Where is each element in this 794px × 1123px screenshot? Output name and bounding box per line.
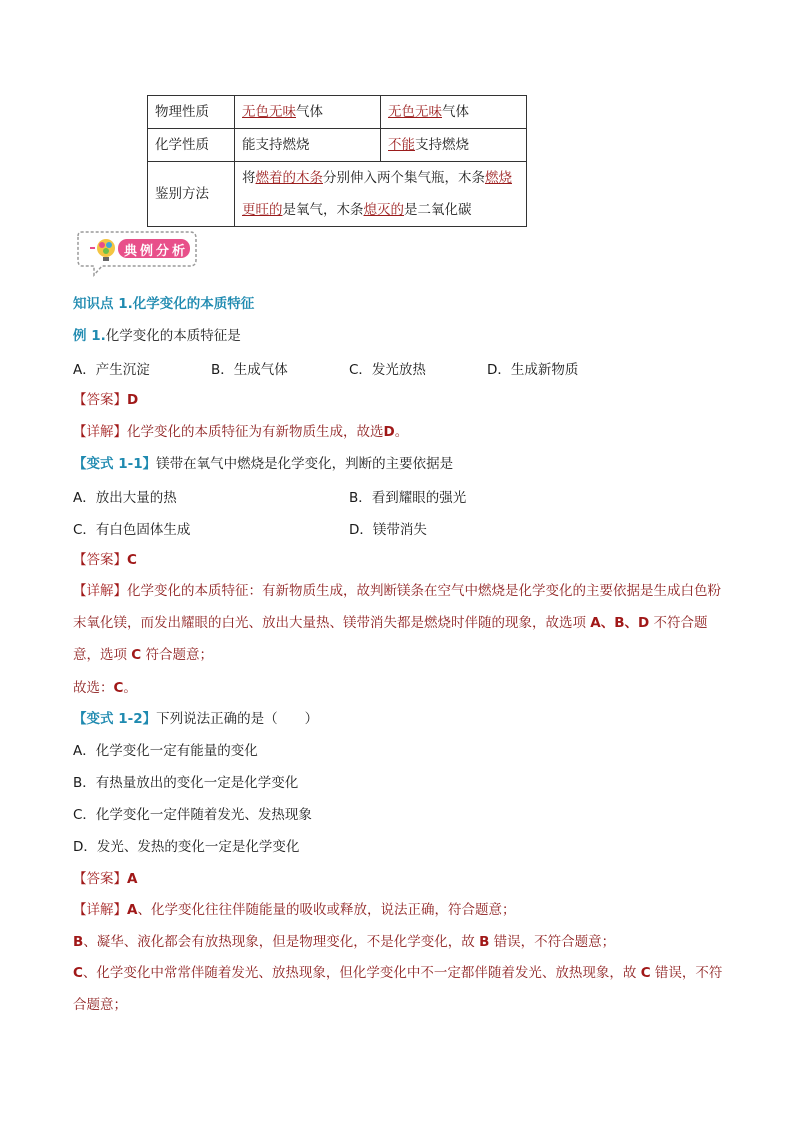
option: C．有白色固体生成 xyxy=(73,522,191,538)
answer-line: 【答案】D xyxy=(73,392,139,408)
table-row xyxy=(148,129,527,162)
detail-line: B、凝华、液化都会有放热现象，但是物理变化，不是化学变化，故 B 错误，不符合题意； xyxy=(73,934,616,950)
row-label: 鉴别方法 xyxy=(148,162,235,227)
option: D．生成新物质 xyxy=(487,362,579,378)
option: A．放出大量的热 xyxy=(73,490,177,506)
detail-paragraph: C、化学变化中常常伴随着发光、放热现象，但化学变化中不一定都伴随着发光、放热现象，故 C 错误，不符合题意； xyxy=(73,965,723,1013)
detail-line: 【详解】A、化学变化往往伴随能量的吸收或释放，说法正确，符合题意； xyxy=(73,902,516,918)
question-2-stem: 【变式 1-1】镁带在氧气中燃烧是化学变化，判断的主要依据是 xyxy=(73,456,454,472)
option: B．生成气体 xyxy=(211,362,288,378)
table-cell: 无色无味气体 xyxy=(381,96,527,129)
option: C．化学变化一定伴随着发光、发热现象 xyxy=(73,807,312,823)
option: D．发光、发热的变化一定是化学变化 xyxy=(73,839,300,855)
answer-line: 【答案】A xyxy=(73,871,138,887)
question-1-stem: 例 1.化学变化的本质特征是 xyxy=(73,328,241,344)
question-3-stem: 【变式 1-2】下列说法正确的是（ ） xyxy=(73,711,319,727)
detail-paragraph: 【详解】化学变化的本质特征：有新物质生成，故判断镁条在空气中燃烧是化学变化的主要依据是生成白色粉末氧化镁，而发出耀眼的白光、放出大量热、镁带消失都是燃烧时伴随的现象，故选项 A、B、D 不符合题意，选项 C 符合题意； xyxy=(73,583,721,663)
table-cell: 将燃着的木条分别伸入两个集气瓶，木条燃烧 更旺的是氧气，木条熄灭的是二氧化碳 xyxy=(235,162,527,227)
table-cell: 无色无味气体 xyxy=(235,96,381,129)
row-label: 物理性质 xyxy=(148,96,235,129)
table-row xyxy=(148,162,527,227)
table-cell: 能支持燃烧 xyxy=(235,129,381,162)
badge-text: 典例分析 xyxy=(124,244,189,259)
comparison-table xyxy=(147,95,527,227)
option: C．发光放热 xyxy=(349,362,426,378)
knowledge-point-title: 知识点 1.化学变化的本质特征 xyxy=(73,296,255,312)
option: A．产生沉淀 xyxy=(73,362,150,378)
option: D．镁带消失 xyxy=(349,522,427,538)
row-label: 化学性质 xyxy=(148,129,235,162)
option: B．看到耀眼的强光 xyxy=(349,490,467,506)
conclusion-line: 故选：C。 xyxy=(73,680,137,696)
example-analysis-badge xyxy=(72,228,200,278)
detail-line: 【详解】化学变化的本质特征为有新物质生成，故选D。 xyxy=(73,424,409,440)
table-cell: 不能支持燃烧 xyxy=(381,129,527,162)
table-row xyxy=(148,96,527,129)
option: B．有热量放出的变化一定是化学变化 xyxy=(73,775,299,791)
option: A．化学变化一定有能量的变化 xyxy=(73,743,258,759)
answer-line: 【答案】C xyxy=(73,552,137,568)
